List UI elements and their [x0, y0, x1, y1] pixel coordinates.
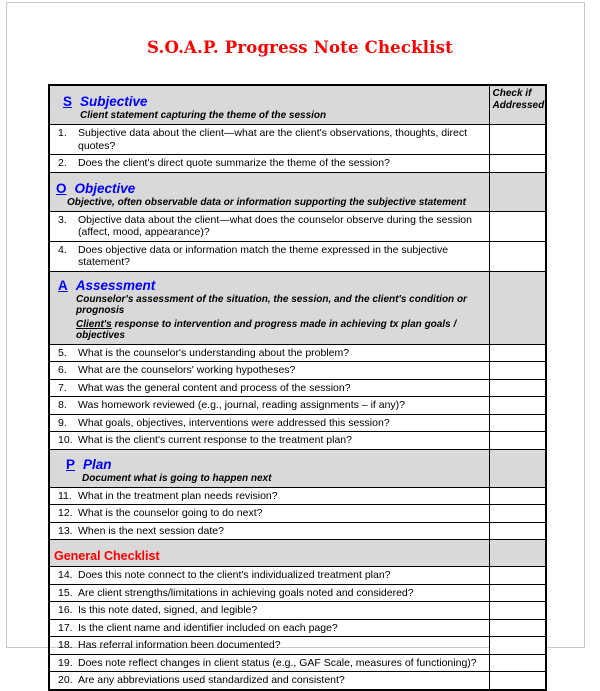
- item-text: When is the next session date?: [78, 524, 224, 537]
- check-cell-section: [489, 449, 546, 487]
- checklist-item: [49, 211, 546, 241]
- item-number: 12.: [58, 507, 73, 519]
- item-text: Does this note connect to the client's individualized treatment plan?: [78, 569, 391, 581]
- check-column-header: Check if Addressed: [492, 88, 545, 111]
- check-cell[interactable]: [489, 362, 546, 380]
- check-cell[interactable]: [489, 567, 546, 585]
- section-title-line: [50, 173, 489, 197]
- check-cell[interactable]: [489, 584, 546, 602]
- checklist-table: [48, 84, 547, 691]
- item-number: 9.: [58, 416, 67, 429]
- checklist-item: [49, 432, 546, 450]
- section-caption: Document what is going to happen next: [82, 472, 272, 484]
- item-number: 17.: [58, 621, 73, 634]
- section-title: Subjective: [80, 94, 148, 109]
- check-cell[interactable]: [489, 125, 546, 155]
- check-cell-section: [489, 540, 546, 567]
- section-letter: S: [63, 94, 73, 109]
- item-text: Was homework reviewed (e.g., journal, reading assignments – if any)?: [78, 399, 406, 411]
- item-number: 7.: [58, 381, 67, 394]
- checklist-item: [49, 362, 546, 380]
- section-caption-2: [50, 319, 489, 344]
- checklist-item: [49, 155, 546, 173]
- check-cell[interactable]: [489, 619, 546, 637]
- checklist-item: [49, 487, 546, 505]
- check-cell[interactable]: [489, 522, 546, 540]
- check-cell[interactable]: [489, 211, 546, 241]
- check-cell[interactable]: [489, 654, 546, 672]
- item-number: 15.: [58, 586, 73, 599]
- underlined-word: Client's: [76, 318, 112, 330]
- section-header-subjective: [49, 85, 546, 125]
- section-plan-cell: [49, 449, 489, 487]
- item-text: Has referral information been documented?: [78, 639, 281, 651]
- item-number: 16.: [58, 604, 73, 616]
- item-text: Does note reflect changes in client status (e.g., GAF Scale, measures of functioning)?: [78, 656, 477, 669]
- section-letter: A: [58, 277, 68, 293]
- item-number: 8.: [58, 399, 67, 411]
- check-cell[interactable]: [489, 432, 546, 450]
- caption-rest: response to intervention and progress made in achieving tx plan goals / objectives: [76, 318, 457, 341]
- item-text: Are client strengths/limitations in achieving goals noted and considered?: [78, 586, 414, 599]
- checklist-item: [49, 654, 546, 672]
- section-letter: P: [66, 456, 76, 472]
- checklist-item: [49, 344, 546, 362]
- item-text: Is the client name and identifier included on each page?: [78, 621, 338, 634]
- check-column-header-cell: [489, 85, 546, 125]
- item-text: Are any abbreviations used standardized and consistent?: [78, 674, 345, 686]
- check-cell[interactable]: [489, 505, 546, 523]
- section-subjective-cell: [49, 85, 489, 125]
- check-cell-section: [489, 271, 546, 344]
- section-header-assessment: [49, 271, 546, 344]
- section-header-plan: [49, 449, 546, 487]
- item-number: 2.: [58, 157, 67, 169]
- section-caption: Client statement capturing the theme of the session: [80, 110, 327, 121]
- checklist-item: [49, 505, 546, 523]
- checklist-item: [49, 397, 546, 415]
- section-caption: Counselor's assessment of the situation, the session, and the client's condition or prognosis: [76, 293, 467, 316]
- item-number: 5.: [58, 346, 67, 359]
- check-cell[interactable]: [489, 602, 546, 620]
- item-number: 18.: [58, 639, 73, 651]
- item-text: What in the treatment plan needs revision?: [78, 489, 278, 502]
- item-number: 1.: [58, 127, 67, 139]
- check-cell[interactable]: [489, 397, 546, 415]
- item-text: Subjective data about the client—what are the client's observations, thoughts, direct quotes?: [78, 127, 467, 152]
- checklist-item: [49, 637, 546, 655]
- checklist-item: [49, 125, 546, 155]
- item-number: 10.: [58, 434, 73, 446]
- item-text: What is the counselor going to do next?: [78, 507, 263, 519]
- item-text: Objective data about the client—what does the counselor observe during the session (affect, mood, appearance)?: [78, 213, 472, 238]
- item-number: 19.: [58, 656, 73, 669]
- item-text: What was the general content and process of the session?: [78, 381, 351, 394]
- section-header-general-checklist: [49, 540, 546, 567]
- check-cell[interactable]: [489, 379, 546, 397]
- checklist-item: [49, 672, 546, 690]
- item-text: Is this note dated, signed, and legible?: [78, 604, 258, 616]
- check-cell[interactable]: [489, 155, 546, 173]
- item-text: What is the counselor's understanding about the problem?: [78, 346, 350, 359]
- check-cell[interactable]: [489, 637, 546, 655]
- item-number: 4.: [58, 243, 67, 256]
- check-cell[interactable]: [489, 672, 546, 690]
- check-cell[interactable]: [489, 414, 546, 432]
- item-text: Does the client's direct quote summarize the theme of the session?: [78, 157, 390, 169]
- check-cell[interactable]: [489, 344, 546, 362]
- checklist-item: [49, 241, 546, 271]
- checklist-item: [49, 379, 546, 397]
- section-assessment-cell: [49, 271, 489, 344]
- section-objective-cell: [49, 172, 489, 211]
- section-title: Objective: [74, 180, 136, 196]
- item-number: 3.: [58, 213, 67, 226]
- section-title: Plan: [83, 456, 112, 472]
- checklist-item: [49, 619, 546, 637]
- section-title-line: [50, 450, 489, 473]
- item-number: 20.: [58, 674, 73, 686]
- checklist-item: [49, 522, 546, 540]
- item-number: 11.: [58, 489, 72, 502]
- general-checklist-title: General Checklist: [54, 549, 160, 563]
- item-text: What goals, objectives, interventions were addressed this session?: [78, 416, 390, 429]
- item-number: 14.: [58, 569, 73, 581]
- checklist-item: [49, 584, 546, 602]
- item-text: Does objective data or information match the theme expressed in the subjective statement?: [78, 243, 449, 268]
- section-title-line: [50, 86, 489, 110]
- section-title-line: [50, 272, 489, 294]
- checklist-item: [49, 414, 546, 432]
- item-text: What is the client's current response to the treatment plan?: [78, 434, 352, 446]
- check-cell[interactable]: [489, 241, 546, 271]
- check-cell[interactable]: [489, 487, 546, 505]
- section-caption: Objective, often observable data or information supporting the subjective statement: [67, 196, 466, 208]
- check-cell-section: [489, 172, 546, 211]
- section-title: Assessment: [75, 277, 156, 293]
- section-header-objective: [49, 172, 546, 211]
- section-general-cell: [49, 540, 489, 567]
- checklist-item: [49, 602, 546, 620]
- checklist-item: [49, 567, 546, 585]
- section-letter: O: [56, 180, 67, 196]
- item-text: What are the counselors' working hypotheses?: [78, 364, 296, 376]
- item-number: 13.: [58, 524, 73, 537]
- item-number: 6.: [58, 364, 67, 376]
- page-title: S.O.A.P. Progress Note Checklist: [147, 38, 453, 57]
